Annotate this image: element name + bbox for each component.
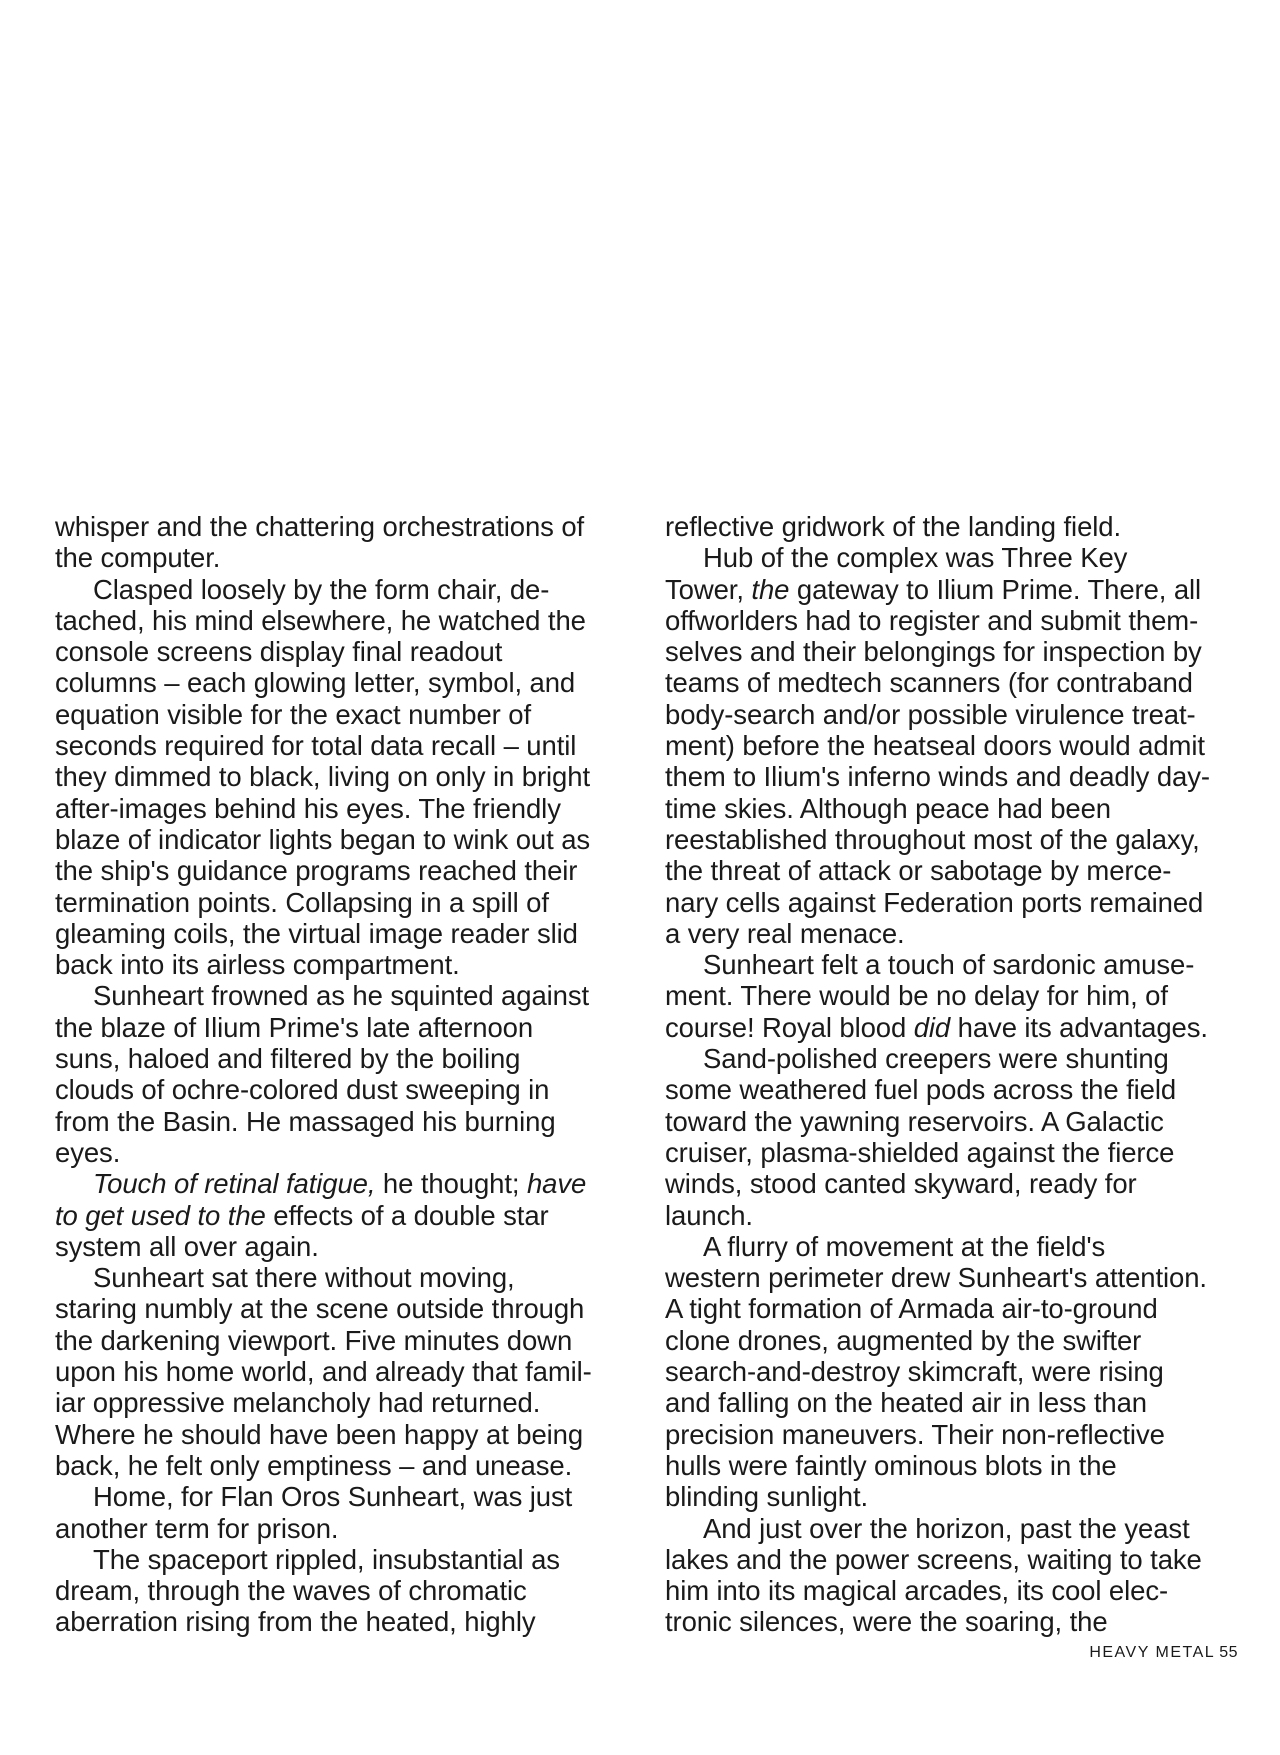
text-line: termination points. Collapsing in a spill of bbox=[55, 886, 549, 918]
text-line: tached, his mind elsewhere, he watched the bbox=[55, 604, 586, 636]
text-line: And just over the horizon, past the yeast bbox=[703, 1512, 1190, 1544]
text-line: Sunheart sat there without moving, bbox=[93, 1262, 515, 1294]
italic-text-segment: to get used to the bbox=[55, 1199, 266, 1231]
text-line: a very real menace. bbox=[665, 917, 905, 949]
text-line: suns, haloed and filtered by the boiling bbox=[55, 1043, 521, 1075]
text-line: ment. There would be no delay for him, of bbox=[665, 980, 1168, 1012]
text-line bbox=[665, 1012, 1237, 1043]
text-line: the threat of attack or sabotage by merce- bbox=[665, 855, 1172, 887]
text-line: western perimeter drew Sunheart's attention. bbox=[665, 1262, 1207, 1294]
text-line: whisper and the chattering orchestrations of bbox=[55, 511, 585, 542]
text-line: toward the yawning reservoirs. A Galactic bbox=[665, 1105, 1164, 1137]
text-line: after-images behind his eyes. The friendly bbox=[55, 792, 561, 824]
text-line: precision maneuvers. Their non-reflective bbox=[665, 1418, 1165, 1450]
left-text-column bbox=[55, 511, 627, 1638]
text-line: clone drones, augmented by the swifter bbox=[665, 1324, 1142, 1356]
text-line: another term for prison. bbox=[55, 1512, 339, 1544]
text-line: Clasped loosely by the form chair, de- bbox=[93, 573, 550, 605]
text-line: them to Ilium's inferno winds and deadly day- bbox=[665, 761, 1210, 793]
text-line: Sunheart frowned as he squinted against bbox=[93, 980, 590, 1012]
text-line: back into its airless compartment. bbox=[55, 949, 460, 981]
text-line: the ship's guidance programs reached their bbox=[55, 855, 578, 887]
text-line: ment) before the heatseal doors would admit bbox=[665, 730, 1205, 762]
text-line bbox=[665, 574, 1237, 605]
text-line: lakes and the power screens, waiting to take bbox=[665, 1543, 1202, 1575]
text-line: console screens display final readout bbox=[55, 636, 503, 668]
text-line: Sand-polished creepers were shunting bbox=[703, 1043, 1169, 1075]
text-line: back, he felt only emptiness – and unease. bbox=[55, 1449, 573, 1481]
italic-text-segment: the bbox=[751, 573, 790, 605]
text-line: some weathered fuel pods across the field bbox=[665, 1074, 1177, 1106]
page-footer bbox=[1089, 1644, 1238, 1662]
text-line: reestablished throughout most of the galaxy, bbox=[665, 823, 1200, 855]
text-line: gleaming coils, the virtual image reader slid bbox=[55, 917, 578, 949]
italic-text-segment: did bbox=[913, 1011, 951, 1043]
text-line: Sunheart felt a touch of sardonic amuse- bbox=[703, 949, 1195, 981]
right-text-column bbox=[665, 511, 1237, 1638]
text-line: A tight formation of Armada air-to-ground bbox=[665, 1293, 1158, 1325]
text-line bbox=[55, 1168, 627, 1199]
text-line: teams of medtech scanners (for contraband bbox=[665, 667, 1193, 699]
text-line: and falling on the heated air in less than bbox=[665, 1387, 1147, 1419]
text-line: system all over again. bbox=[55, 1230, 319, 1262]
text-line: reflective gridwork of the landing field. bbox=[665, 511, 1122, 542]
text-line: nary cells against Federation ports remained bbox=[665, 886, 1204, 918]
text-line: from the Basin. He massaged his burning bbox=[55, 1105, 556, 1137]
text-line: offworlders had to register and submit them- bbox=[665, 604, 1199, 636]
text-line: iar oppressive melancholy had returned. bbox=[55, 1387, 541, 1419]
text-line: upon his home world, and already that famil- bbox=[55, 1356, 592, 1388]
text-line: staring numbly at the scene outside through bbox=[55, 1293, 585, 1325]
text-line: columns – each glowing letter, symbol, and bbox=[55, 667, 576, 699]
text-line: winds, stood canted skyward, ready for bbox=[665, 1168, 1137, 1200]
text-segment: Tower, bbox=[665, 573, 752, 605]
text-line: body-search and/or possible virulence treat- bbox=[665, 698, 1196, 730]
text-line: seconds required for total data recall – until bbox=[55, 730, 577, 762]
italic-text-segment: have bbox=[526, 1168, 587, 1200]
text-line: the computer. bbox=[55, 542, 221, 574]
text-line bbox=[55, 1200, 627, 1231]
text-line: the darkening viewport. Five minutes down bbox=[55, 1324, 573, 1356]
text-line: clouds of ochre-colored dust sweeping in bbox=[55, 1074, 550, 1106]
text-line: hulls were faintly ominous blots in the bbox=[665, 1449, 1117, 1481]
text-line: eyes. bbox=[55, 1136, 121, 1168]
text-line: time skies. Although peace had been bbox=[665, 792, 1111, 824]
text-line: blaze of indicator lights began to wink out as bbox=[55, 823, 591, 855]
italic-text-segment: Touch of retinal fatigue, bbox=[93, 1168, 376, 1200]
text-line: the blaze of Ilium Prime's late afternoon bbox=[55, 1011, 534, 1043]
text-line: equation visible for the exact number of bbox=[55, 698, 532, 730]
text-line: selves and their belongings for inspection by bbox=[665, 636, 1202, 668]
text-line: launch. bbox=[665, 1199, 753, 1231]
text-line: tronic silences, were the soaring, the bbox=[665, 1606, 1108, 1638]
text-line: him into its magical arcades, its cool elec- bbox=[665, 1575, 1169, 1607]
text-line: The spaceport rippled, insubstantial as bbox=[93, 1543, 560, 1575]
text-line: A flurry of movement at the field's bbox=[703, 1230, 1106, 1262]
magazine-title: HEAVY METAL bbox=[1089, 1644, 1216, 1661]
text-segment: he thought; bbox=[375, 1168, 527, 1200]
text-line: they dimmed to black, living on only in bright bbox=[55, 761, 590, 793]
text-line: search-and-destroy skimcraft, were rising bbox=[665, 1356, 1164, 1388]
text-line: Where he should have been happy at being bbox=[55, 1418, 584, 1450]
text-line: blinding sunlight. bbox=[665, 1481, 869, 1513]
text-line: cruiser, plasma-shielded against the fierce bbox=[665, 1136, 1175, 1168]
text-line: aberration rising from the heated, highly bbox=[55, 1606, 536, 1638]
text-line: Home, for Flan Oros Sunheart, was just bbox=[93, 1481, 573, 1513]
text-segment: course! Royal blood bbox=[665, 1011, 914, 1043]
text-line: dream, through the waves of chromatic bbox=[55, 1575, 527, 1607]
text-segment: have its advantages. bbox=[950, 1011, 1208, 1043]
text-segment: effects of a double star bbox=[265, 1199, 549, 1231]
text-line: Hub of the complex was Three Key bbox=[703, 542, 1128, 574]
page-number: 55 bbox=[1219, 1644, 1238, 1661]
text-segment: gateway to Ilium Prime. There, all bbox=[789, 573, 1202, 605]
